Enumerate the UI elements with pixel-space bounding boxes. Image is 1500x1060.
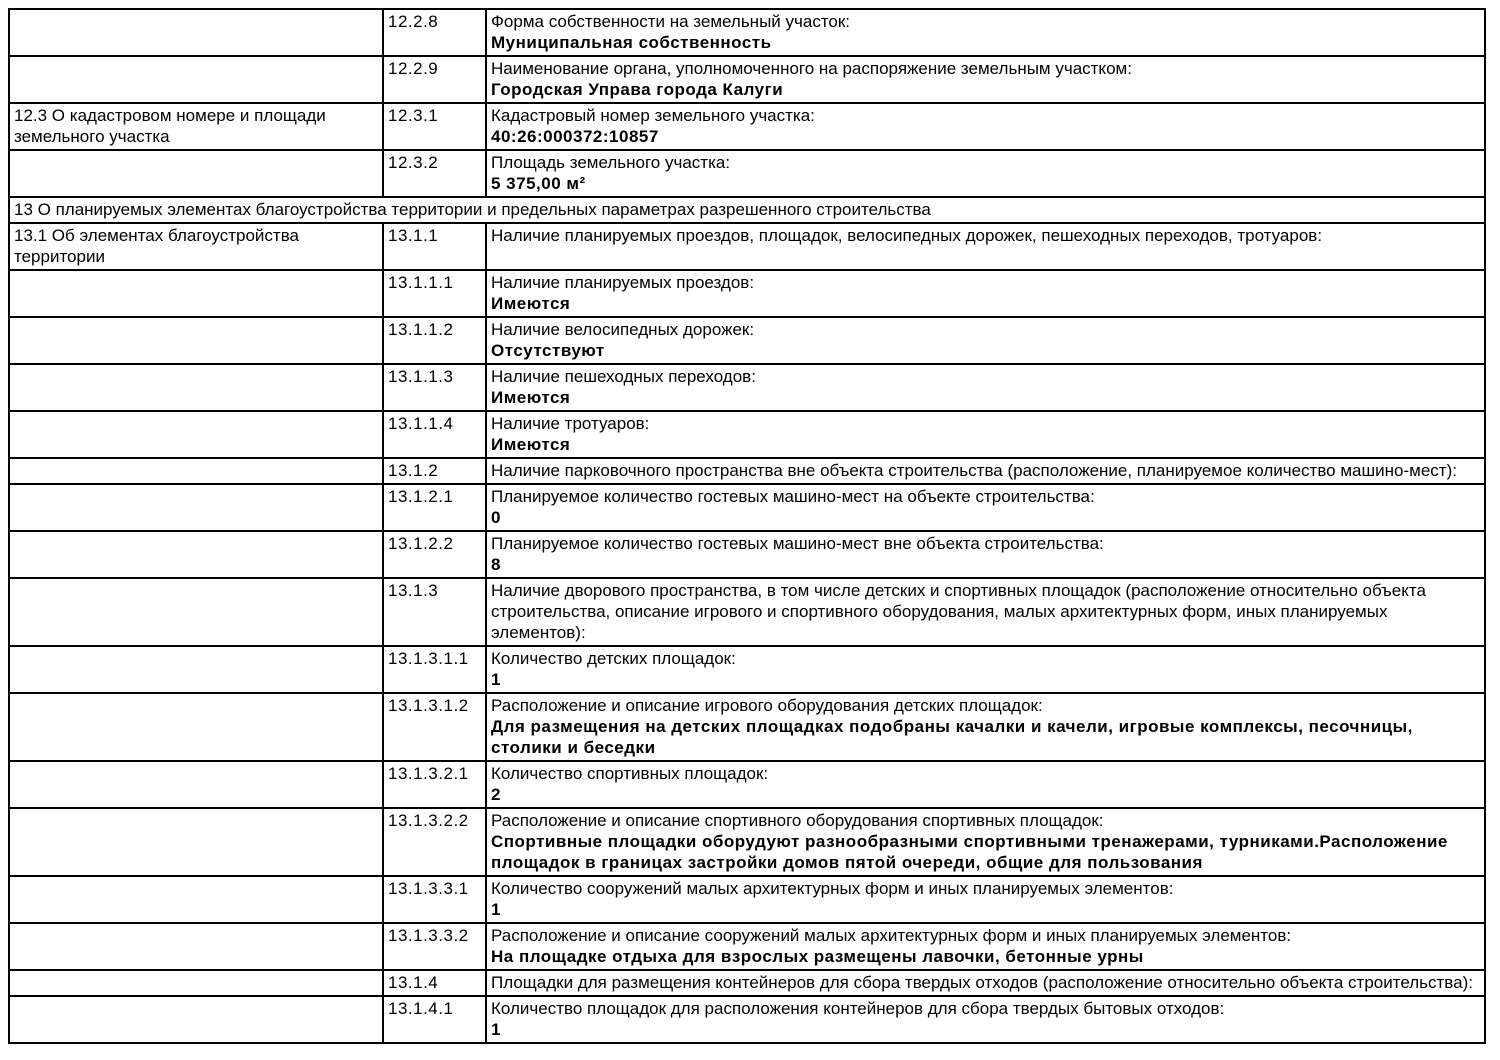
- item-label: Наименование органа, уполномоченного на распоряжение земельным участком:: [491, 59, 1132, 78]
- section-title-cell: [9, 578, 383, 646]
- item-label: Площадь земельного участка:: [491, 153, 731, 172]
- section-title-cell: [9, 996, 383, 1043]
- item-number-cell: 13.1.3.3.2: [383, 923, 486, 970]
- item-row: [9, 458, 1485, 484]
- section-title-cell: [9, 458, 383, 484]
- item-label: Наличие тротуаров:: [491, 414, 650, 433]
- section-title-cell: [9, 411, 383, 458]
- item-row: [9, 808, 1485, 876]
- item-content-cell: [486, 484, 1485, 531]
- section-title-cell: [9, 923, 383, 970]
- item-number-cell: 13.1.4: [383, 970, 486, 996]
- item-content-cell: [486, 103, 1485, 150]
- item-label: Количество спортивных площадок:: [491, 764, 769, 783]
- section-title-cell: [9, 876, 383, 923]
- item-number-cell: 12.2.9: [383, 56, 486, 103]
- item-value: Городская Управа города Калуги: [491, 80, 784, 99]
- item-value: 5 375,00 м²: [491, 174, 586, 193]
- section-title-cell: [9, 484, 383, 531]
- item-row: [9, 270, 1485, 317]
- item-content-cell: [486, 270, 1485, 317]
- item-number-cell: 12.2.8: [383, 9, 486, 56]
- item-number-cell: 13.1.2.2: [383, 531, 486, 578]
- item-content-cell: [486, 223, 1485, 270]
- item-content-cell: [486, 578, 1485, 646]
- item-value: Для размещения на детских площадках подобраны качалки и качели, игровые комплексы, песочницы, столики и беседки: [491, 717, 1413, 757]
- section-header-cell: 13 О планируемых элементах благоустройства территории и предельных параметрах разрешенного строительства: [9, 197, 1485, 223]
- item-content-cell: [486, 808, 1485, 876]
- item-row: [9, 150, 1485, 197]
- item-row: [9, 9, 1485, 56]
- item-content-cell: [486, 531, 1485, 578]
- item-label: Количество сооружений малых архитектурных форм и иных планируемых элементов:: [491, 879, 1174, 898]
- item-value: 1: [491, 900, 501, 919]
- item-number-cell: 13.1.3.1.1: [383, 646, 486, 693]
- declaration-table: [8, 8, 1486, 1044]
- item-number-cell: 13.1.3.2.1: [383, 761, 486, 808]
- item-content-cell: [486, 458, 1485, 484]
- item-value: 1: [491, 1020, 501, 1039]
- item-label: Наличие пешеходных переходов:: [491, 367, 756, 386]
- item-number-cell: 13.1.4.1: [383, 996, 486, 1043]
- item-content-cell: [486, 761, 1485, 808]
- item-content-cell: [486, 56, 1485, 103]
- item-label: Расположение и описание сооружений малых архитектурных форм и иных планируемых элементов:: [491, 926, 1292, 945]
- item-value: Имеются: [491, 294, 571, 313]
- item-label: Наличие планируемых проездов:: [491, 273, 755, 292]
- item-row: [9, 484, 1485, 531]
- item-row: [9, 646, 1485, 693]
- item-row: [9, 923, 1485, 970]
- item-number-cell: 13.1.1.3: [383, 364, 486, 411]
- item-label: Площадки для размещения контейнеров для сбора твердых отходов (расположение относительно объекта строительства):: [491, 973, 1473, 992]
- item-content-cell: [486, 364, 1485, 411]
- item-number-cell: 13.1.3: [383, 578, 486, 646]
- item-value: 40:26:000372:10857: [491, 127, 659, 146]
- item-content-cell: [486, 693, 1485, 761]
- item-label: Наличие парковочного пространства вне объекта строительства (расположение, планируемое количество машино-мест):: [491, 461, 1457, 480]
- section-title-cell: [9, 761, 383, 808]
- item-content-cell: [486, 970, 1485, 996]
- item-label: Наличие планируемых проездов, площадок, велосипедных дорожек, пешеходных переходов, тротуаров:: [491, 226, 1323, 245]
- item-value: Муниципальная собственность: [491, 33, 772, 52]
- item-number-cell: 13.1.1.2: [383, 317, 486, 364]
- item-label: Форма собственности на земельный участок:: [491, 12, 851, 31]
- section-title-cell: [9, 693, 383, 761]
- item-number-cell: 13.1.2.1: [383, 484, 486, 531]
- item-value: 2: [491, 785, 501, 804]
- section-title-cell: [9, 270, 383, 317]
- section-title-cell: 13.1 Об элементах благоустройства территории: [9, 223, 383, 270]
- item-value: 8: [491, 555, 501, 574]
- item-row: [9, 761, 1485, 808]
- item-content-cell: [486, 923, 1485, 970]
- section-title-cell: [9, 150, 383, 197]
- item-row: [9, 411, 1485, 458]
- item-number-cell: 13.1.2: [383, 458, 486, 484]
- item-number-cell: 12.3.2: [383, 150, 486, 197]
- item-label: Кадастровый номер земельного участка:: [491, 106, 815, 125]
- section-title-cell: [9, 646, 383, 693]
- item-content-cell: [486, 150, 1485, 197]
- declaration-table-body: [9, 9, 1485, 1043]
- item-label: Расположение и описание игрового оборудования детских площадок:: [491, 696, 1043, 715]
- item-label: Наличие дворового пространства, в том числе детских и спортивных площадок (расположение относительно объекта строительства, описание игрового и спортивного оборудования, малых архитектурных форм, иных планируемых элементов):: [491, 581, 1426, 642]
- item-value: 1: [491, 670, 501, 689]
- item-content-cell: [486, 996, 1485, 1043]
- item-label: Наличие велосипедных дорожек:: [491, 320, 755, 339]
- item-content-cell: [486, 646, 1485, 693]
- item-content-cell: [486, 876, 1485, 923]
- item-row: [9, 56, 1485, 103]
- item-label: Количество площадок для расположения контейнеров для сбора твердых бытовых отходов:: [491, 999, 1225, 1018]
- item-value: Отсутствуют: [491, 341, 605, 360]
- item-label: Планируемое количество гостевых машино-мест на объекте строительства:: [491, 487, 1095, 506]
- section-title-cell: [9, 9, 383, 56]
- item-row: [9, 317, 1485, 364]
- item-label: Планируемое количество гостевых машино-мест вне объекта строительства:: [491, 534, 1104, 553]
- item-row: [9, 578, 1485, 646]
- item-content-cell: [486, 317, 1485, 364]
- item-row: [9, 223, 1485, 270]
- item-label: Расположение и описание спортивного оборудования спортивных площадок:: [491, 811, 1104, 830]
- item-value: Имеются: [491, 388, 571, 407]
- item-number-cell: 13.1.1.4: [383, 411, 486, 458]
- item-value: Спортивные площадки оборудуют разнообразными спортивными тренажерами, турниками.Расположение площадок в границах застройки домов пятой очереди, общие для пользования: [491, 832, 1448, 872]
- item-content-cell: [486, 411, 1485, 458]
- item-number-cell: 13.1.1: [383, 223, 486, 270]
- item-row: [9, 970, 1485, 996]
- item-number-cell: 13.1.1.1: [383, 270, 486, 317]
- item-number-cell: 12.3.1: [383, 103, 486, 150]
- item-row: [9, 103, 1485, 150]
- item-row: [9, 876, 1485, 923]
- item-row: [9, 693, 1485, 761]
- section-header-row: [9, 197, 1485, 223]
- item-number-cell: 13.1.3.3.1: [383, 876, 486, 923]
- section-title-cell: [9, 970, 383, 996]
- section-title-cell: [9, 56, 383, 103]
- item-number-cell: 13.1.3.2.2: [383, 808, 486, 876]
- section-title-cell: [9, 364, 383, 411]
- section-title-cell: [9, 317, 383, 364]
- item-row: [9, 364, 1485, 411]
- item-content-cell: [486, 9, 1485, 56]
- section-title-cell: [9, 531, 383, 578]
- item-value: Имеются: [491, 435, 571, 454]
- item-number-cell: 13.1.3.1.2: [383, 693, 486, 761]
- item-value: 0: [491, 508, 501, 527]
- section-title-cell: 12.3 О кадастровом номере и площади земельного участка: [9, 103, 383, 150]
- item-row: [9, 531, 1485, 578]
- item-row: [9, 996, 1485, 1043]
- section-title-cell: [9, 808, 383, 876]
- item-label: Количество детских площадок:: [491, 649, 736, 668]
- item-value: На площадке отдыха для взрослых размещены лавочки, бетонные урны: [491, 947, 1144, 966]
